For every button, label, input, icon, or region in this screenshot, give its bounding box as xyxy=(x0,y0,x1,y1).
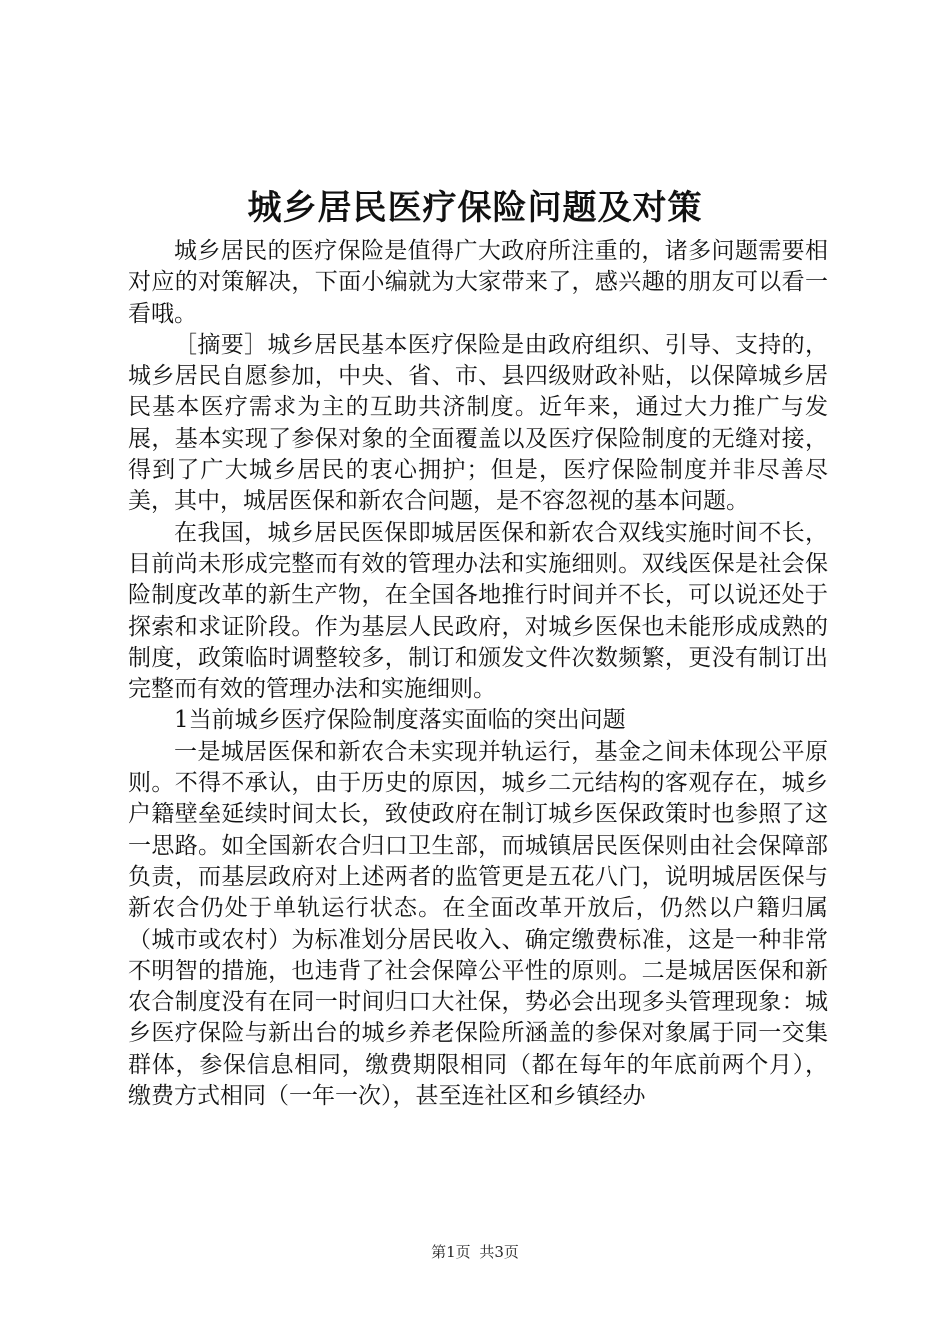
intro-paragraph: 城乡居民的医疗保险是值得广大政府所注重的，诸多问题需要相对应的对策解决，下面小编就为大家带来了，感兴趣的朋友可以看一看哦。 xyxy=(128,238,828,327)
page-footer xyxy=(0,1242,950,1262)
abstract-paragraph: ［摘要］城乡居民基本医疗保险是由政府组织、引导、支持的，城乡居民自愿参加，中央、省、市、县四级财政补贴，以保障城乡居民基本医疗需求为主的互助共济制度。近年来，通过大力推广与发展，基本实现了参保对象的全面覆盖以及医疗保险制度的无缝对接，得到了广大城乡居民的衷心拥护；但是，医疗保险制度并非尽善尽美，其中，城居医保和新农合问题，是不容忽视的基本问题。 xyxy=(128,331,828,515)
section-heading: 1当前城乡医疗保险制度落实面临的突出问题 xyxy=(174,707,626,734)
document-body xyxy=(128,236,828,1112)
page-number: 第1页 xyxy=(431,1243,471,1261)
document-title: 城乡居民医疗保险问题及对策 xyxy=(247,188,703,228)
problems-paragraph: 一是城居医保和新农合未实现并轨运行，基金之间未体现公平原则。不得不承认，由于历史的原因，城乡二元结构的客观存在，城乡户籍壁垒延续时间太长，致使政府在制订城乡医保政策时也参照了这一思路。如全国新农合归口卫生部，而城镇居民医保则由社会保障部负责，而基层政府对上述两者的监管更是五花八门，说明城居医保与新农合仍处于单轨运行状态。在全面改革开放后，仍然以户籍归属（城市或农村）为标准划分居民收入、确定缴费标准，这是一种非常不明智的措施，也违背了社会保障公平性的原则。二是城居医保和新农合制度没有在同一时间归口大社保，势必会出现多头管理现象：城乡医疗保险与新出台的城乡养老保险所涵盖的参保对象属于同一交集群体，参保信息相同，缴费期限相同（都在每年的年底前两个月），缴费方式相同（一年一次），甚至连社区和乡镇经办 xyxy=(128,738,828,1110)
background-paragraph: 在我国，城乡居民医保即城居医保和新农合双线实施时间不长，目前尚未形成完整而有效的管理办法和实施细则。双线医保是社会保险制度改革的新生产物，在全国各地推行时间并不长，可以说还处于探索和求证阶段。作为基层人民政府，对城乡医保也未能形成成熟的制度，政策临时调整较多，制订和颁发文件次数频繁，更没有制订出完整而有效的管理办法和实施细则。 xyxy=(128,519,828,703)
page-total: 共3页 xyxy=(479,1243,519,1261)
